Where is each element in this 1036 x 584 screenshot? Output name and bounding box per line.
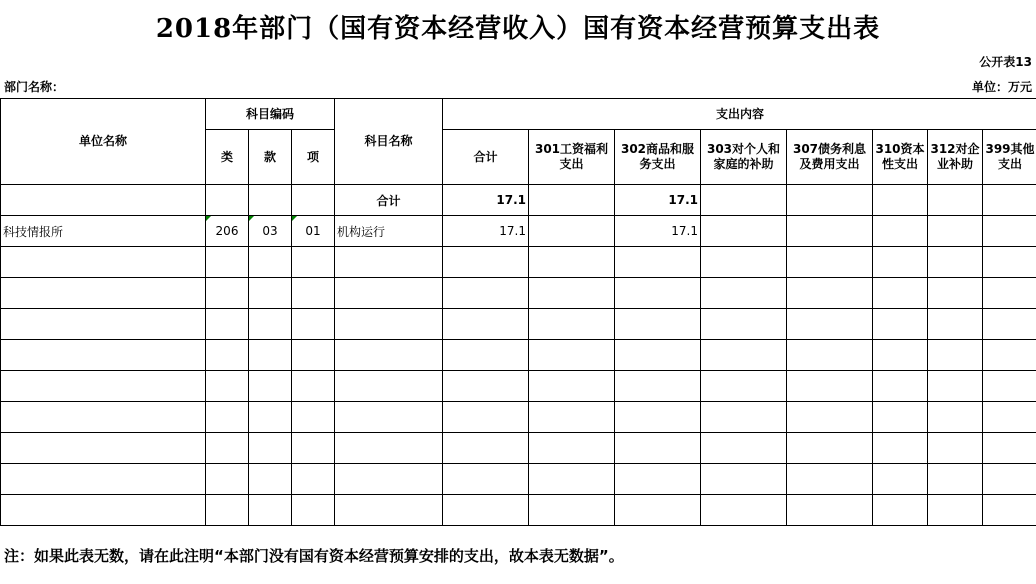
total-row-label: 合计 [335, 185, 443, 216]
total-row [1, 185, 1036, 216]
header-expense-content: 支出内容 [443, 99, 1036, 130]
row-total: 17.1 [443, 216, 529, 247]
row-unit: 科技情报所 [1, 216, 206, 247]
footnote: 注：如果此表无数，请在此注明“本部门没有国有资本经营预算安排的支出，故本表无数据”。 [4, 547, 624, 565]
total-row-total: 17.1 [443, 185, 529, 216]
table-row [1, 402, 1036, 433]
header-subject-name: 科目名称 [335, 99, 443, 185]
header-lei: 类 [206, 130, 249, 185]
table-row [1, 278, 1036, 309]
row-302: 17.1 [615, 216, 701, 247]
row-subject: 机构运行 [335, 216, 443, 247]
page-title: 2018年部门（国有资本经营收入）国有资本经营预算支出表 [155, 14, 881, 44]
table-row [1, 371, 1036, 402]
table-row [1, 340, 1036, 371]
header-303: 303对个人和家庭的补助 [701, 130, 787, 185]
department-label: 部门名称： [4, 80, 65, 94]
unit-label: 单位：万元 [971, 80, 1032, 94]
header-subject-code: 科目编码 [206, 99, 335, 130]
header-kuan: 款 [249, 130, 292, 185]
table-number: 公开表13 [979, 55, 1032, 69]
header-307: 307债务利息及费用支出 [787, 130, 873, 185]
table-row [1, 464, 1036, 495]
header-unit-name: 单位名称 [1, 99, 206, 185]
row-xiang: 01 [292, 216, 335, 247]
total-row-302: 17.1 [615, 185, 701, 216]
row-kuan: 03 [249, 216, 292, 247]
table-row [1, 433, 1036, 464]
header-total: 合计 [443, 130, 529, 185]
header-312: 312对企业补助 [928, 130, 983, 185]
table-row [1, 247, 1036, 278]
table-row [1, 495, 1036, 526]
budget-table [0, 98, 1036, 526]
header-302: 302商品和服务支出 [615, 130, 701, 185]
row-lei: 206 [206, 216, 249, 247]
header-399: 399其他支出 [983, 130, 1036, 185]
header-310: 310资本性支出 [873, 130, 928, 185]
table-row [1, 216, 1036, 247]
header-301: 301工资福利支出 [529, 130, 615, 185]
header-xiang: 项 [292, 130, 335, 185]
table-row [1, 309, 1036, 340]
